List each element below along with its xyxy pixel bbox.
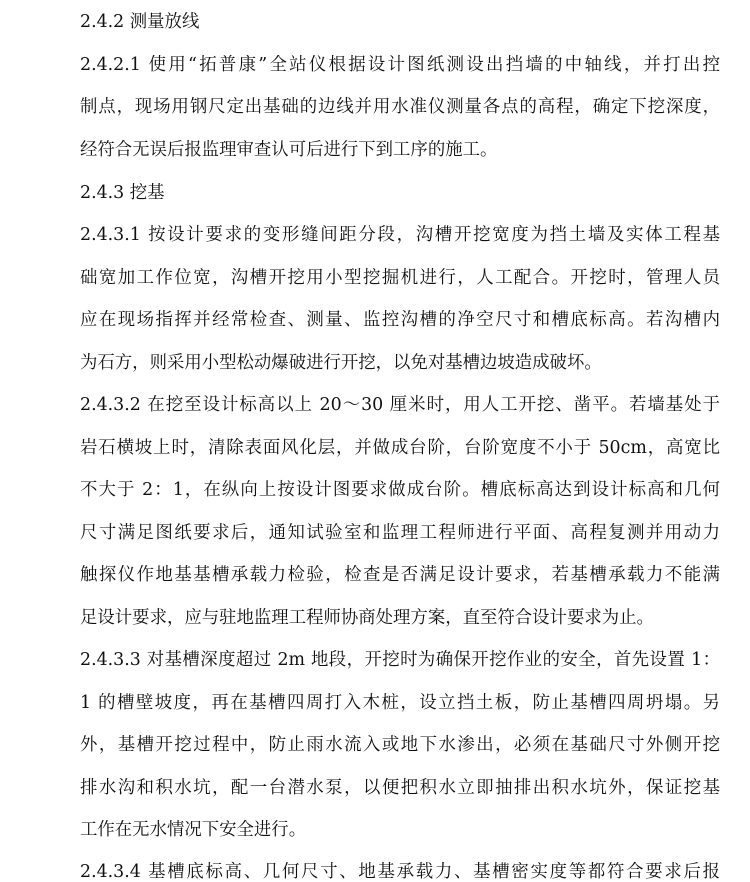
paragraph-line: 足设计要求，应与驻地监理工程师协商处理方案，直至符合设计要求为止。 <box>80 608 654 628</box>
paragraph-line: 2.4.3.4 基槽底标高、几何尺寸、地基承载力、基槽密实度等都符合要求后报 <box>80 862 720 882</box>
paragraph-line: 1 的槽壁坡度，再在基槽四周打入木桩，设立挡土板，防止基槽四周坍塌。另 <box>80 693 720 713</box>
paragraph-line: 岩石横坡上时，清除表面风化层，并做成台阶，台阶宽度不小于 50cm，高宽比 <box>80 438 720 458</box>
paragraph-line: 2.4.3.2 在挖至设计标高以上 20～30 厘米时，用人工开挖、凿平。若墙基处于 <box>80 395 720 415</box>
paragraph-line: 触探仪作地基基槽承载力检验，检查是否满足设计要求，若基槽承载力不能满 <box>80 565 720 585</box>
paragraph-line: 础宽加工作位宽，沟槽开挖用小型挖掘机进行，人工配合。开挖时，管理人员 <box>80 268 720 288</box>
paragraph-line: 经符合无误后报监理审查认可后进行下到工序的施工。 <box>80 140 498 160</box>
paragraph-line: 排水沟和积水坑，配一台潜水泵，以便把积水立即抽排出积水坑外，保证挖基 <box>80 778 720 798</box>
paragraph-line: 外，基槽开挖过程中，防止雨水流入或地下水渗出，必须在基础尺寸外侧开挖 <box>80 735 720 755</box>
paragraph-line: 2.4.2.1 使用“拓普康”全站仪根据设计图纸测设出挡墙的中轴线，并打出控 <box>80 55 720 75</box>
heading-2-4-3: 2.4.3 挖基 <box>80 183 165 203</box>
paragraph-line: 工作在无水情况下安全进行。 <box>80 820 307 840</box>
paragraph-line: 为石方，则采用小型松动爆破进行开挖，以免对基槽边坡造成破坏。 <box>80 353 602 373</box>
heading-2-4-2: 2.4.2 测量放线 <box>80 12 200 32</box>
paragraph-line: 不大于 2：1，在纵向上按设计图要求做成台阶。槽底标高达到设计标高和几何 <box>80 480 720 500</box>
paragraph-line: 制点，现场用钢尺定出基础的边线并用水准仪测量各点的高程，确定下挖深度， <box>80 97 720 117</box>
paragraph-line: 尺寸满足图纸要求后，通知试验室和监理工程师进行平面、高程复测并用动力 <box>80 523 720 543</box>
paragraph-line: 应在现场指挥并经常检查、测量、监控沟槽的净空尺寸和槽底标高。若沟槽内 <box>80 310 720 330</box>
paragraph-line: 2.4.3.1 按设计要求的变形缝间距分段，沟槽开挖宽度为挡土墙及实体工程基 <box>80 225 720 245</box>
paragraph-line: 2.4.3.3 对基槽深度超过 2m 地段，开挖时为确保开挖作业的安全，首先设置 1： <box>80 650 720 670</box>
